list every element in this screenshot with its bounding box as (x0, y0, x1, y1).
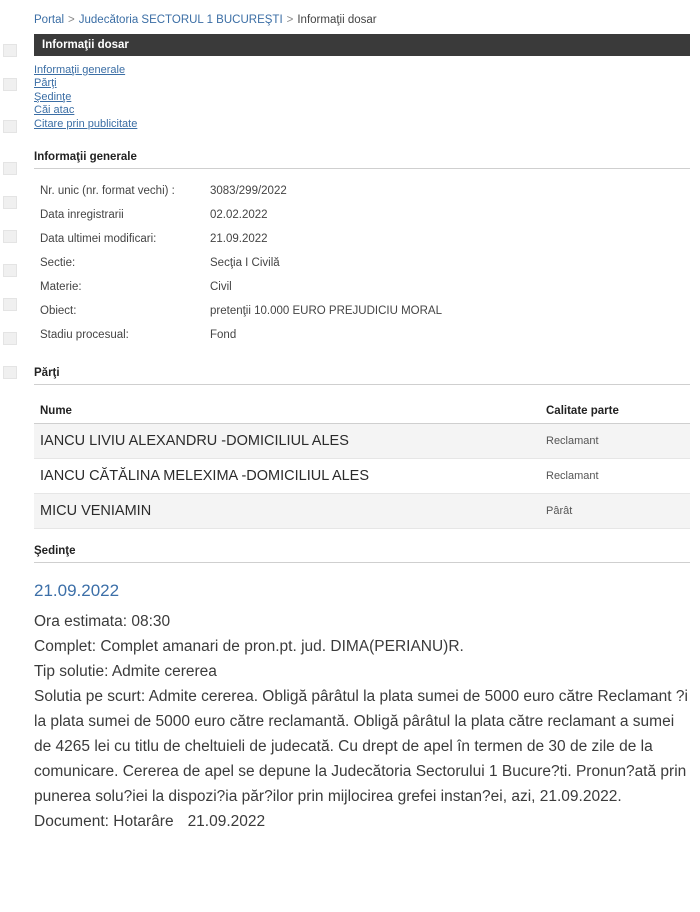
field-label: Data inregistrarii (40, 209, 124, 222)
column-header-name: Nume (34, 401, 540, 424)
gutter-marker (3, 332, 17, 345)
gutter-marker (3, 78, 17, 91)
toc-link-public-summons[interactable]: Citare prin publicitate (34, 117, 138, 130)
table-row (34, 424, 690, 459)
page-title-bar: Informaţii dosar (34, 34, 690, 56)
toc-link-parties[interactable]: Părţi (34, 77, 57, 90)
general-info-table (34, 179, 690, 347)
hearing-document (34, 809, 694, 834)
field-value: 21.09.2022 (210, 233, 268, 246)
section-heading-general: Informaţii generale (34, 145, 690, 169)
hearing-entry (34, 581, 694, 834)
breadcrumb-separator: > (68, 14, 75, 26)
gutter-marker (3, 366, 17, 379)
table-row (34, 299, 690, 323)
hearing-document-label: Document: Hotarâre (34, 813, 174, 831)
table-row (34, 203, 690, 227)
field-label: Nr. unic (nr. format vechi) : (40, 185, 175, 198)
field-value: 3083/299/2022 (210, 185, 287, 198)
table-row (34, 179, 690, 203)
field-label: Data ultimei modificari: (40, 233, 157, 246)
toc-link-hearings[interactable]: Şedinţe (34, 90, 72, 103)
field-value: Civil (210, 281, 232, 294)
field-label: Obiect: (40, 305, 77, 318)
party-name: IANCU LIVIU ALEXANDRU -DOMICILIUL ALES (34, 424, 540, 459)
gutter-marker (3, 44, 17, 57)
party-name: MICU VENIAMIN (34, 494, 540, 529)
parties-table (34, 401, 690, 529)
gutter-marker (3, 120, 17, 133)
column-header-role: Calitate parte (540, 401, 690, 424)
party-role: Pârât (540, 494, 690, 529)
table-row (34, 494, 690, 529)
hearing-date: 21.09.2022 (34, 581, 120, 601)
hearing-estimated-time: Ora estimata: 08:30 (34, 613, 171, 631)
left-gutter (0, 0, 24, 912)
table-row (34, 275, 690, 299)
breadcrumb-link-portal[interactable]: Portal (34, 14, 65, 26)
table-row (34, 323, 690, 347)
breadcrumb-current: Informaţii dosar (297, 14, 377, 26)
hearing-solution-summary: Solutia pe scurt: Admite cererea. Obligă pârâtul la plata sumei de 5000 euro către Reclamant ?i la plata sumei de 5000 euro către reclamantă. Obligă pârâtul la plata către reclamant a sumei de 4265 lei cu titlu de cheltuieli de judecată. Cu drept de apel în termen de 30 de zile de la comunicare. Cererea de apel se depune la Judecătoria Sectorului 1 Bucure?ti. Pronun?ată prin punerea solu?iei la dispozi?ia păr?ilor prin mijlocirea grefei instan?ei, azi, 21.09.2022. (34, 688, 688, 806)
party-name: IANCU CĂTĂLINA MELEXIMA -DOMICILIUL ALES (34, 459, 540, 494)
table-row (34, 251, 690, 275)
field-value: Fond (210, 329, 237, 342)
field-label: Materie: (40, 281, 82, 294)
hearing-panel: Complet: Complet amanari de pron.pt. jud. DIMA(PERIANU)R. (34, 638, 464, 656)
toc-link-appeals[interactable]: Căi atac (34, 104, 75, 117)
gutter-marker (3, 298, 17, 311)
hearing-document-date: 21.09.2022 (187, 813, 266, 831)
table-header-row (34, 401, 690, 424)
section-heading-hearings: Şedinţe (34, 539, 690, 563)
toc-links (34, 56, 700, 131)
party-role: Reclamant (540, 424, 690, 459)
gutter-marker (3, 230, 17, 243)
table-row (34, 227, 690, 251)
party-role: Reclamant (540, 459, 690, 494)
gutter-marker (3, 196, 17, 209)
hearing-solution-type: Tip solutie: Admite cererea (34, 663, 217, 681)
field-value: 02.02.2022 (210, 209, 268, 222)
field-value: pretenţii 10.000 EURO PREJUDICIU MORAL (210, 305, 442, 318)
toc-link-general[interactable]: Informaţii generale (34, 64, 126, 76)
field-value: Secţia I Civilă (210, 257, 280, 270)
breadcrumb-link-court[interactable]: Judecătoria SECTORUL 1 BUCUREŞTI (78, 14, 283, 26)
section-heading-parties: Părţi (34, 361, 690, 385)
field-label: Sectie: (40, 257, 76, 270)
table-row (34, 459, 690, 494)
breadcrumb (24, 0, 700, 34)
field-label: Stadiu procesual: (40, 329, 129, 342)
gutter-marker (3, 264, 17, 277)
gutter-marker (3, 162, 17, 175)
breadcrumb-separator: > (286, 14, 294, 26)
document-content (24, 0, 700, 834)
